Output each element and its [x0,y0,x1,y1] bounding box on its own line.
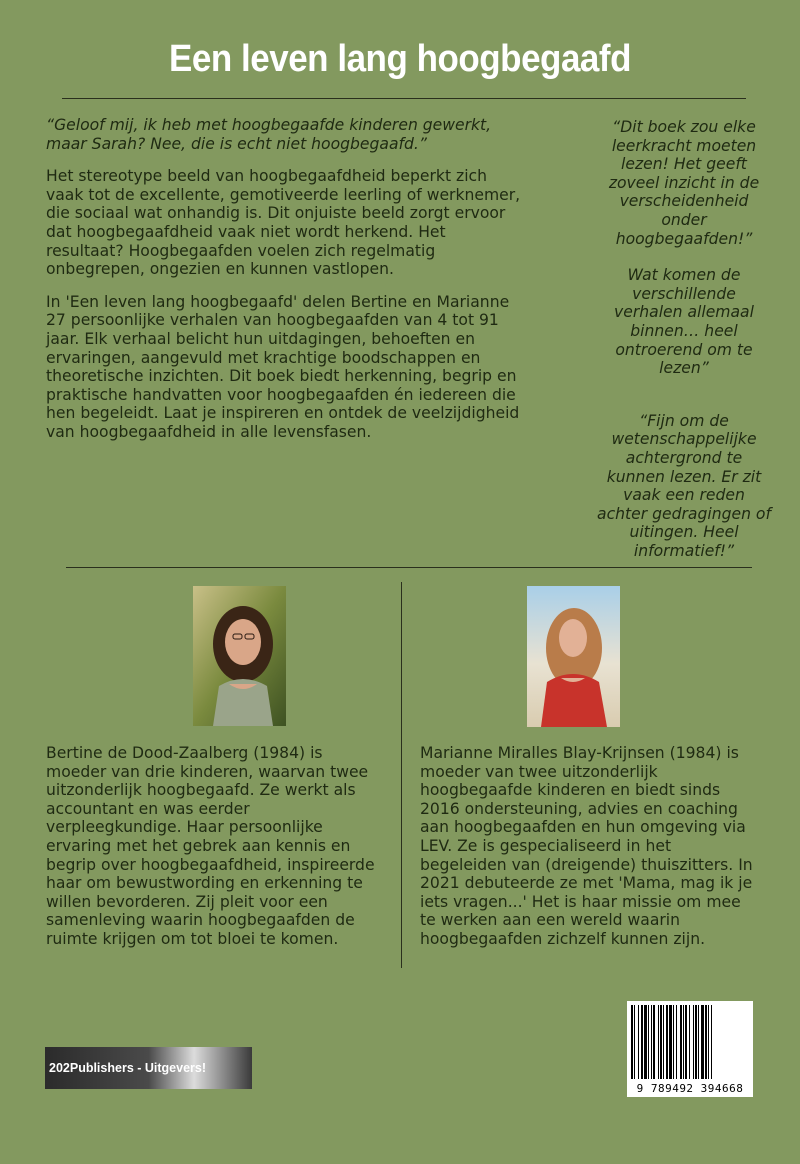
review-3: “Fijn om de wetenschappelijke achtergrond te kunnen lezen. Er zit vaak een reden achter gedragingen of uitingen. Heel informatief!” [597,411,771,560]
intro-paragraph-2: In 'Een leven lang hoogbegaafd' delen Bertine en Marianne 27 persoonlijke verhalen van hoogbegaafden van 4 tot 91 jaar. Elk verhaal belicht hun uitdagingen, behoeften en ervaringen, aangevuld met krachtige boodschappen en theoretische inzichten. Dit boek biedt herkenning, begrip en praktische handvatten voor hoogbegaafden én iedereen die hen begeleidt. Laat je inspireren en ontdek de veelzijdigheid van hoogbegaafdheid in alle levensfasen. [46,292,520,441]
intro-quote: “Geloof mij, ik heb met hoogbegaafde kinderen gewerkt, maar Sarah? Nee, die is echt niet hoogbegaafd.” [46,116,492,153]
book-title: Een leven lang hoogbegaafd [168,38,632,80]
barcode-bars [627,1001,753,1081]
review-1: “Dit boek zou elke leerkracht moeten lezen! Het geeft zoveel inzicht in de verscheidenheid onder hoogbegaafden!” [608,118,760,248]
author-bio-right: Marianne Miralles Blay-Krijnsen (1984) is moeder van twee uitzonderlijk hoogbegaafde kinderen en biedt sinds 2016 ondersteuning, advies en coaching aan hoogbegaafden en hun omgeving via LEV. Ze is gespecialiseerd in het begeleiden van (dreigende) thuiszitters. In 2021 debuteerde ze met 'Mama, mag ik je iets vragen...' Het is haar missie om mee te werken aan een wereld waarin hoogbegaafden zichzelf kunnen zijn. [420,744,753,948]
author-photo-left [193,586,286,726]
reviews-column [596,118,772,578]
author-bio-left: Bertine de Dood-Zaalberg (1984) is moeder van drie kinderen, waarvan twee uitzonderlijk hoogbegaafd. Ze werkt als accountant en was eerder verpleegkundige. Haar persoonlijke ervaring met het gebrek aan kennis en begrip over hoogbegaafdheid, inspireerde haar om bewustwording en erkenning te willen bevorderen. Zij pleit voor een samenleving waarin hoogbegaafden de ruimte krijgen om tot bloei te komen. [46,744,375,948]
top-divider [62,98,746,99]
review-2: Wat komen de verschillende verhalen allemaal binnen… heel ontroerend om te lezen” [614,266,754,378]
intro-paragraph-1: Het stereotype beeld van hoogbegaafdheid beperkt zich vaak tot de excellente, gemotiveerde leerling of werknemer, die sociaal wat onhandig is. Dit onjuiste beeld zorgt ervoor dat hoogbegaafdheid vaak niet wordt herkend. Het resultaat? Hoogbegaafden voelen zich regelmatig onbegrepen, ongezien en kunnen vastlopen. [46,167,521,279]
isbn-barcode [627,1001,753,1097]
isbn-digits: 9 789492 394668 [636,1082,744,1095]
author-column-divider [401,582,402,968]
publisher-name: 202Publishers - Uitgevers! [49,1061,207,1075]
author-photo-right [527,586,620,727]
middle-divider [66,567,752,568]
intro-text [46,116,524,456]
publisher-logo [45,1047,252,1089]
